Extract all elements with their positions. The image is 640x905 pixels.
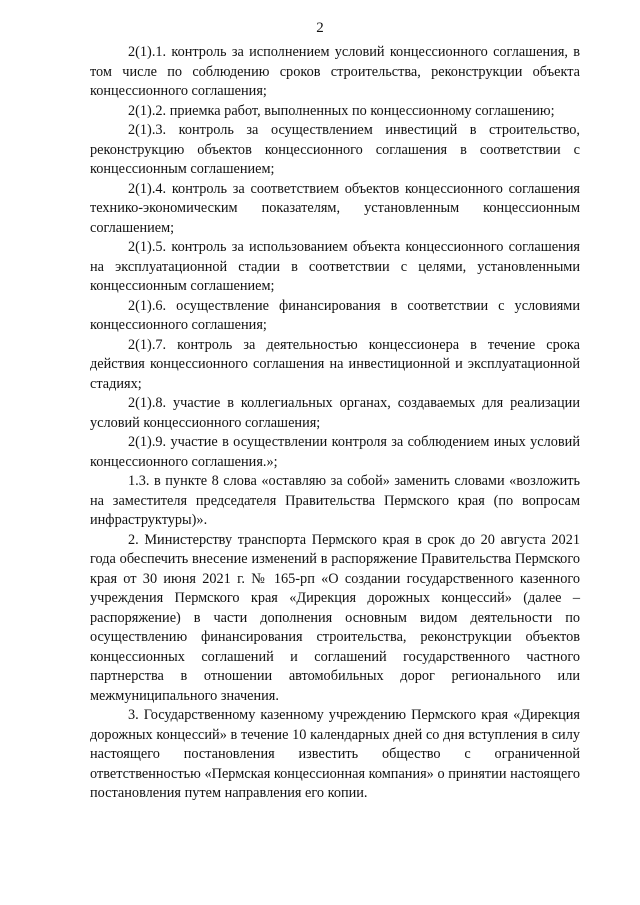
paragraph-2-1-4: 2(1).4. контроль за соответствием объектов концессионного соглашения технико-экономическим показателям, установленным концессионным соглашением; — [90, 180, 580, 236]
paragraph-2-1-5: 2(1).5. контроль за использованием объекта концессионного соглашения на эксплуатационной стадии в соответствии с целями, установленными концессионным соглашением; — [90, 239, 580, 294]
paragraph-2-1-6: 2(1).6. осуществление финансирования в соответствии с условиями концессионного соглашения; — [90, 297, 580, 333]
paragraph-2: 2. Министерству транспорта Пермского края в срок до 20 августа 2021 года обеспечить внесение изменений в распоряжение Правительства Пермского края от 30 июня 2021 г. № 165-рп «О создании государственного казенного учреждения Пермского края «Дирекция дорожных концессий» (далее – распоряжение) в части дополнения основным видом деятельности по осуществлению финансирования строительства, реконструкции объектов концессионных соглашений и соглашений государственного частного партнерства в отношении автомобильных дорог регионального или межмуниципального значения. — [90, 531, 580, 704]
paragraph-2-1-2: 2(1).2. приемка работ, выполненных по концессионному соглашению; — [128, 102, 555, 119]
paragraph-1-3: 1.3. в пункте 8 слова «оставляю за собой» заменить словами «возложить на заместителя председателя Правительства Пермского края (по вопросам инфраструктуры)». — [90, 473, 580, 528]
paragraph-3: 3. Государственному казенному учреждению Пермского края «Дирекция дорожных концессий» в течение 10 календарных дней со дня вступления в силу настоящего постановления известить общество с ограниченной ответственностью «Пермская концессионная компания» о принятии настоящего постановления путем направления его копии. — [90, 707, 580, 801]
paragraph-2-1-3: 2(1).3. контроль за осуществлением инвестиций в строительство, реконструкцию объектов концессионного соглашения в соответствии с концессионным соглашением; — [90, 122, 580, 177]
paragraph-2-1-7: 2(1).7. контроль за деятельностью концессионера в течение срока действия концессионного соглашения на инвестиционной и эксплуатационной стадиях; — [90, 336, 580, 392]
paragraph-2-1-8: 2(1).8. участие в коллегиальных органах, создаваемых для реализации условий концессионного соглашения; — [90, 395, 580, 431]
page-number: 2 — [316, 20, 324, 36]
paragraph-2-1-9: 2(1).9. участие в осуществлении контроля за соблюдением иных условий концессионного соглашения.»; — [90, 434, 580, 470]
paragraph-2-1-1: 2(1).1. контроль за исполнением условий концессионного соглашения, в том числе по соблюдению сроков строительства, реконструкции объекта концессионного соглашения; — [90, 44, 580, 99]
document-body — [90, 43, 580, 804]
